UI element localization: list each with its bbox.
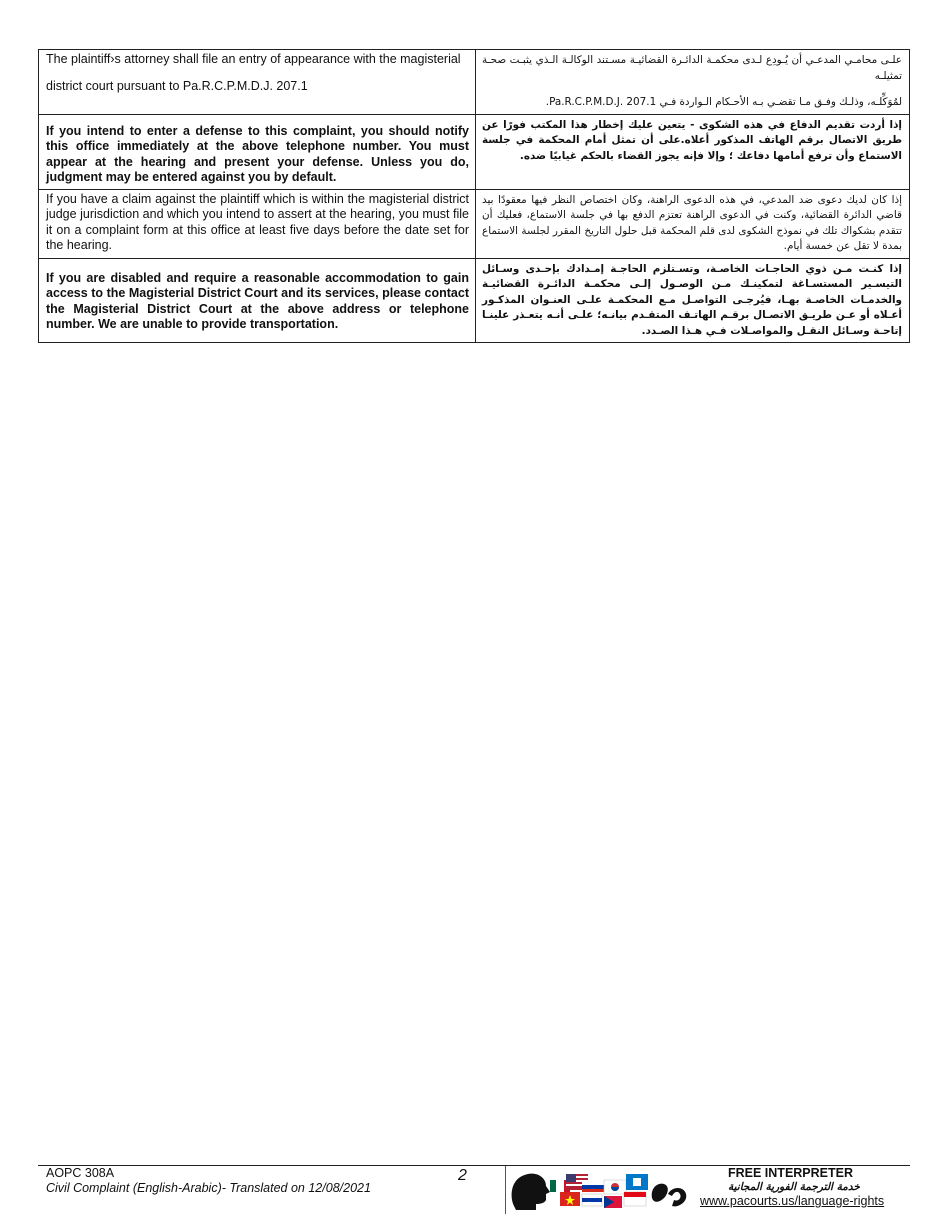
table-row [39,114,910,189]
table-row [39,50,910,115]
language-rights-link[interactable]: www.pacourts.us/language-rights [700,1194,885,1208]
language-flags-logo-icon [508,1168,723,1217]
arabic-text: إذا أردت تقديم الدفاع في هذه الشكوى - يتعين عليك إخطار هذا المكتب فورًا عن طريق الاتصال برقم الهاتف المذكور أعلاه.على أن تمثل أمام المحكمة في جلسة الاستماع وأن ترفع أمامها دفاعك ؛ وإلا فإنه يجوز القضاء بالحكم غيابيًا ضده. [476,114,910,189]
interpreter-arabic-title: خدمة الترجمة الفورية المجانية [728,1181,860,1193]
form-number: AOPC 308A [46,1166,115,1180]
english-text: district court pursuant to Pa.R.C.P.M.D.J. 207.1 [46,78,308,93]
arabic-text: إذا كنـت مـن ذوي الحاجـات الخاصـة، وتسـتلزم الحاجـة إمـدادك بإحـدى وسـائل التيسـير المستسـاغة لتمكينـك مـن الوصـول إلـى محكمـة الدائـرة القضائيـة والخدمـات الخاصـة بهـا، فيُرجـى التواصـل مـع المحكمـة علـى العنـوان المذكـور أعـلاه أو عـن طريـق الاتصـال برقـم الهاتـف المتقـدم بيانـه؛ علـى أنـه يتعـذر علينـا إتاحـة وسـائل النقـل والمواصـلات فـي هـذا الصـدد. [476,258,910,343]
arabic-cell [476,50,910,115]
bilingual-notice-table [38,49,910,343]
interpreter-title: FREE INTERPRETER [728,1166,854,1180]
table-row [39,258,910,343]
footer-separator [505,1166,506,1214]
english-cell [39,50,476,115]
arabic-text: لمُوَكِّلـه، وذلـك وفـق مـا تقضـي بـه الأحـكام الـواردة فـي Pa.R.C.P.M.D.J. 207.1. [545,96,902,108]
arabic-text: علـى محامـي المدعـي أن يُـودِع لـدى محكمـة الدائـرة القضائيـة مسـتند الوكالـة الـذي يثبـت صحـة تمثيلـه [482,54,902,82]
page-number: 2 [458,1167,467,1184]
arabic-text: إذا كان لديك دعوى ضد المدعي، في هذه الدعوى الراهنة، وكان اختصاص النظر فيها معقودًا بيد قاضي الدائرة القضائية، وكنت في الدعوى الراهنة تعتزم الدفع بها في جلسة الاستماع، فعليك أن تتقدم بشكواك تلك في نموذج الشكوى لدى قلم المحكمة قبل حلول التاريخ المقرر لجلسة الاستماع بمدة لا تقل عن خمسة أيام. [476,189,910,258]
form-title: Civil Complaint (English-Arabic)- Translated on 12/08/2021 [46,1181,371,1195]
english-text: If you have a claim against the plaintiff which is within the magisterial district judge jurisdiction and which you intend to assert at the hearing, you must file it on a complaint form at this office at least five days before the date set for the hearing. [39,189,476,258]
english-text: If you are disabled and require a reasonable accommodation to gain access to the Magisterial District Court and its services, please contact the Magisterial District Court at the above address or telephone number. We are unable to provide transportation. [39,258,476,343]
english-text: The plaintiff›s attorney shall file an entry of appearance with the magisterial [46,52,461,66]
english-text: If you intend to enter a defense to this complaint, you should notify this office immediately at the above telephone number. You must appear at the hearing and present your defense. Unless you do, judgment may be entered against you by default. [39,114,476,189]
table-row [39,189,910,258]
